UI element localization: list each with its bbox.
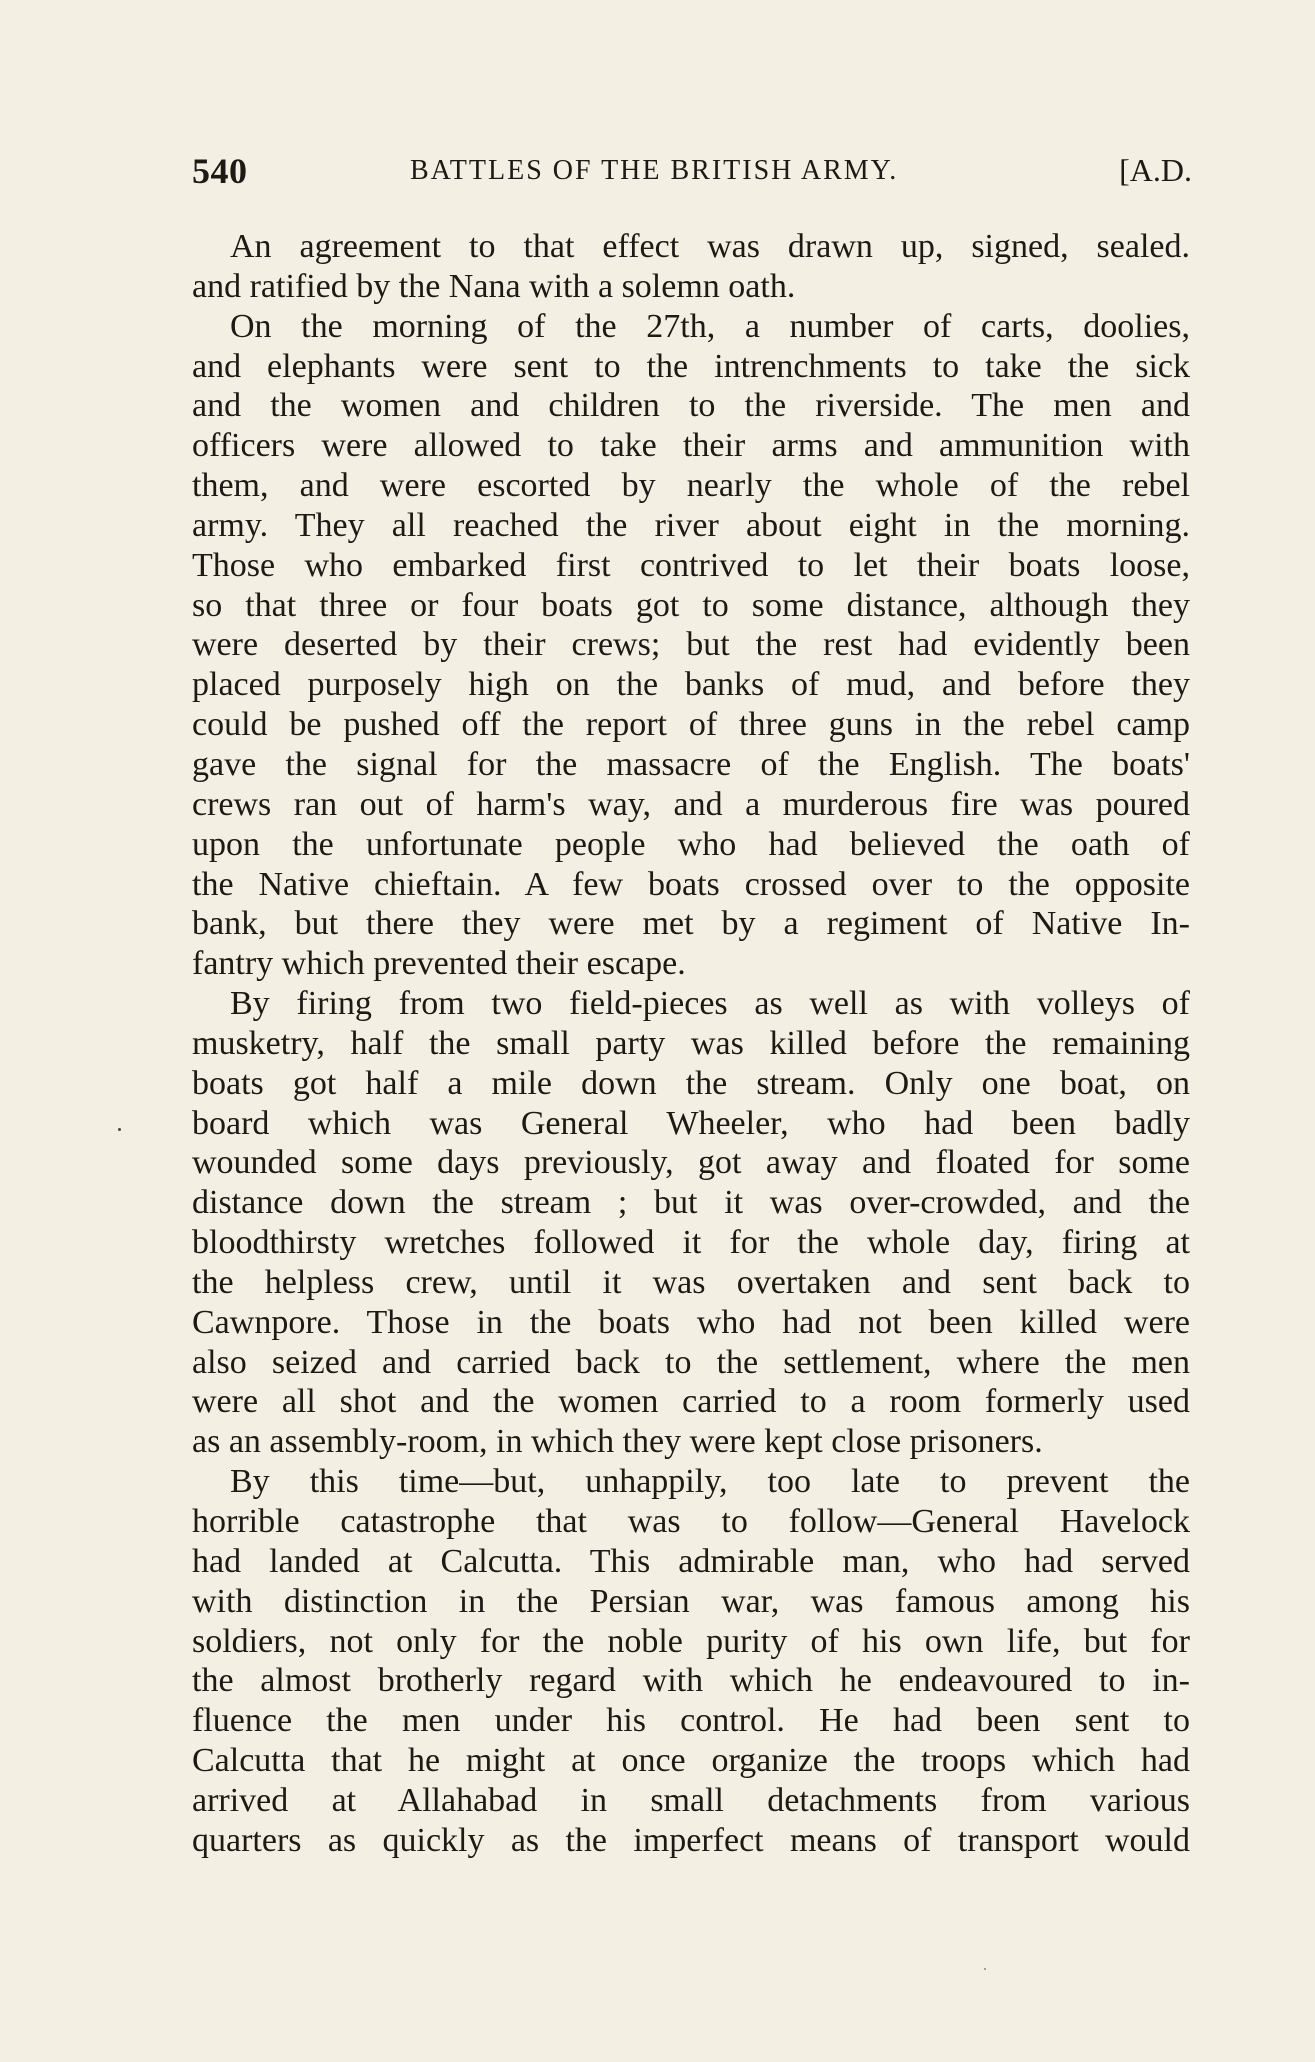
text-line: Cawnpore. Those in the boats who had not been killed were xyxy=(192,1303,1190,1341)
text-line: had landed at Calcutta. This admirable man, who had served xyxy=(192,1542,1190,1580)
page-number: 540 xyxy=(192,151,248,191)
text-line: so that three or four boats got to some distance, although they xyxy=(192,586,1190,624)
text-line: as an assembly-room, in which they were kept close prisoners. xyxy=(192,1423,1043,1461)
text-line: arrived at Allahabad in small detachments from various xyxy=(192,1781,1190,1819)
text-line: horrible catastrophe that was to follow—General Havelock xyxy=(192,1503,1190,1540)
text-line: wounded some days previously, got away and floated for some xyxy=(192,1144,1190,1182)
text-line: board which was General Wheeler, who had been badly xyxy=(192,1104,1190,1142)
text-line: the helpless crew, until it was overtaken and sent back to xyxy=(192,1263,1190,1301)
text-line: placed purposely high on the banks of mud, and before they xyxy=(192,666,1190,704)
text-line: musketry, half the small party was killed before the remaining xyxy=(192,1024,1190,1062)
text-line: Calcutta that he might at once organize the troops which had xyxy=(192,1742,1190,1780)
text-line: and elephants were sent to the intrenchments to take the sick xyxy=(192,347,1190,385)
text-line: upon the unfortunate people who had believed the oath of xyxy=(192,825,1190,863)
margin-speck xyxy=(118,1128,121,1131)
text-line: were all shot and the women carried to a room formerly used xyxy=(192,1383,1190,1421)
text-line: bloodthirsty wretches followed it for the whole day, firing at xyxy=(192,1224,1190,1262)
text-line: officers were allowed to take their arms and ammunition with xyxy=(192,427,1190,465)
text-line: crews ran out of harm's way, and a murderous fire was poured xyxy=(192,785,1190,823)
text-line: and ratified by the Nana with a solemn oath. xyxy=(192,267,796,305)
text-line: fluence the men under his control. He had been sent to xyxy=(192,1702,1190,1740)
text-line: boats got half a mile down the stream. Only one boat, on xyxy=(192,1064,1190,1102)
text-line: could be pushed off the report of three guns in the rebel camp xyxy=(192,706,1190,744)
text-line: fantry which prevented their escape. xyxy=(192,945,686,983)
text-line: distance down the stream ; but it was over-crowded, and the xyxy=(192,1184,1190,1222)
running-head-date-marker: [A.D. xyxy=(1119,152,1192,188)
text-line: and the women and children to the riverside. The men and xyxy=(192,387,1190,425)
text-line: also seized and carried back to the settlement, where the men xyxy=(192,1343,1190,1381)
running-title: BATTLES OF THE BRITISH ARMY. xyxy=(410,155,899,186)
text-line: bank, but there they were met by a regiment of Native In- xyxy=(192,905,1190,943)
text-line: By firing from two field-pieces as well as with volleys of xyxy=(230,985,1190,1023)
text-line: the Native chieftain. A few boats crossed over to the opposite xyxy=(192,865,1190,903)
text-line: were deserted by their crews; but the rest had evidently been xyxy=(192,626,1190,664)
margin-speck xyxy=(984,1968,986,1970)
text-line: An agreement to that effect was drawn up, signed, sealed. xyxy=(230,228,1190,265)
text-line: them, and were escorted by nearly the whole of the rebel xyxy=(192,467,1190,505)
running-head xyxy=(192,150,1192,194)
text-line: with distinction in the Persian war, was famous among his xyxy=(192,1582,1190,1620)
text-line: On the morning of the 27th, a number of carts, doolies, xyxy=(230,307,1190,345)
text-line: Those who embarked first contrived to let their boats loose, xyxy=(192,546,1190,584)
text-line: the almost brotherly regard with which he endeavoured to in- xyxy=(192,1662,1190,1700)
text-line: By this time—but, unhappily, too late to prevent the xyxy=(230,1463,1190,1501)
text-line: gave the signal for the massacre of the English. The boats' xyxy=(192,745,1190,783)
text-line: soldiers, not only for the noble purity of his own life, but for xyxy=(192,1622,1190,1660)
text-line: quarters as quickly as the imperfect means of transport would xyxy=(192,1821,1190,1859)
text-line: army. They all reached the river about eight in the morning. xyxy=(192,506,1190,544)
body-text xyxy=(192,227,1190,1861)
